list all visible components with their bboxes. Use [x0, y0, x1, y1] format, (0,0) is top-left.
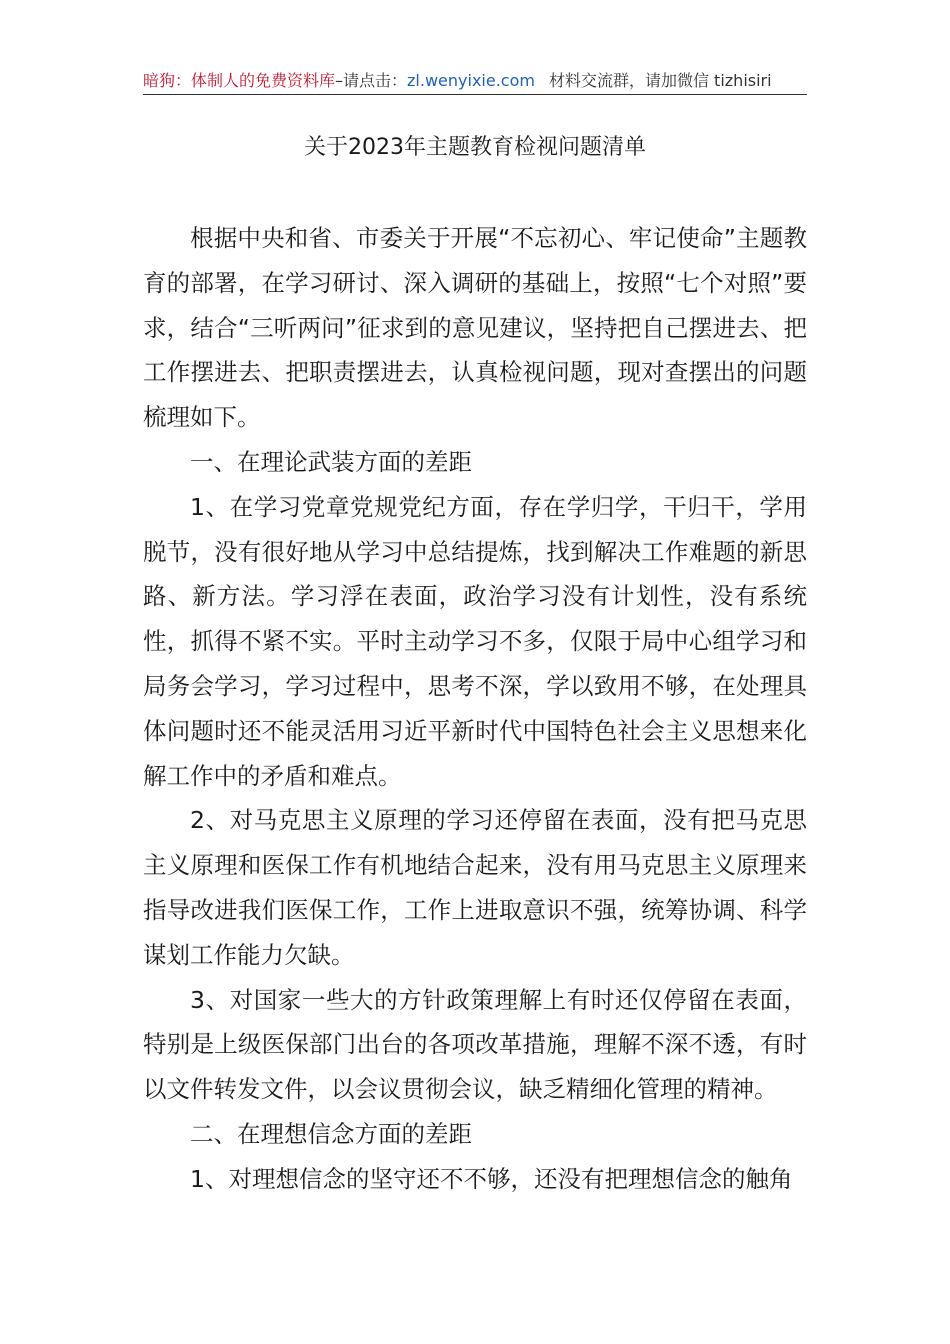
section-heading-2: 二、在理想信念方面的差距 — [190, 1119, 472, 1148]
header-brand: 暗狗：体制人的免费资料库 — [143, 71, 336, 90]
page-header — [143, 68, 807, 95]
section-heading-1: 一、在理论武装方面的差距 — [190, 447, 472, 476]
document-title: 关于2023年主题教育检视问题清单 — [304, 135, 646, 160]
header-link[interactable]: zl.wenyixie.com — [407, 71, 535, 90]
paragraph-item-2-1: 1、对理想信念的坚守还不不够，还没有把理想信念的触角 — [190, 1164, 793, 1193]
paragraph-item-1-1: 1、在学习党章党规党纪方面，存在学归学，干归干，学用脱节，没有很好地从学习中总结提炼，找到解决工作难题的新思路、新方法。学习浮在表面，政治学习没有计划性，没有系统性，抓得不紧不实。平时主动学习不多，仅限于局中心组学习和局务会学习，学习过程中，思考不深，学以致用不够，在处理具体问题时还不能灵活用习近平新时代中国特色社会主义思想来化解工作中的矛盾和难点。 — [143, 492, 807, 790]
header-group-note: 材料交流群，请加微信 tizhisiri — [548, 71, 772, 90]
header-click-prompt: –请点击： — [335, 71, 408, 90]
paragraph-item-1-3: 3、对国家一些大的方针政策理解上有时还仅停留在表面，特别是上级医保部门出台的各项改革措施，理解不深不透，有时以文件转发文件，以会议贯彻会议，缺乏精细化管理的精神。 — [143, 985, 807, 1104]
paragraph-item-1-2: 2、对马克思主义原理的学习还停留在表面，没有把马克思主义原理和医保工作有机地结合起来，没有用马克思主义原理来指导改进我们医保工作，工作上进取意识不强，统筹协调、科学谋划工作能力欠缺。 — [143, 806, 807, 969]
document-body — [143, 216, 807, 1202]
intro-paragraph: 根据中央和省、市委关于开展“不忘初心、牢记使命”主题教育的部署，在学习研讨、深入调研的基础上，按照“七个对照”要求，结合“三听两问”征求到的意见建议，坚持把自己摆进去、把工作摆进去、把职责摆进去，认真检视问题，现对查摆出的问题梳理如下。 — [143, 224, 807, 432]
